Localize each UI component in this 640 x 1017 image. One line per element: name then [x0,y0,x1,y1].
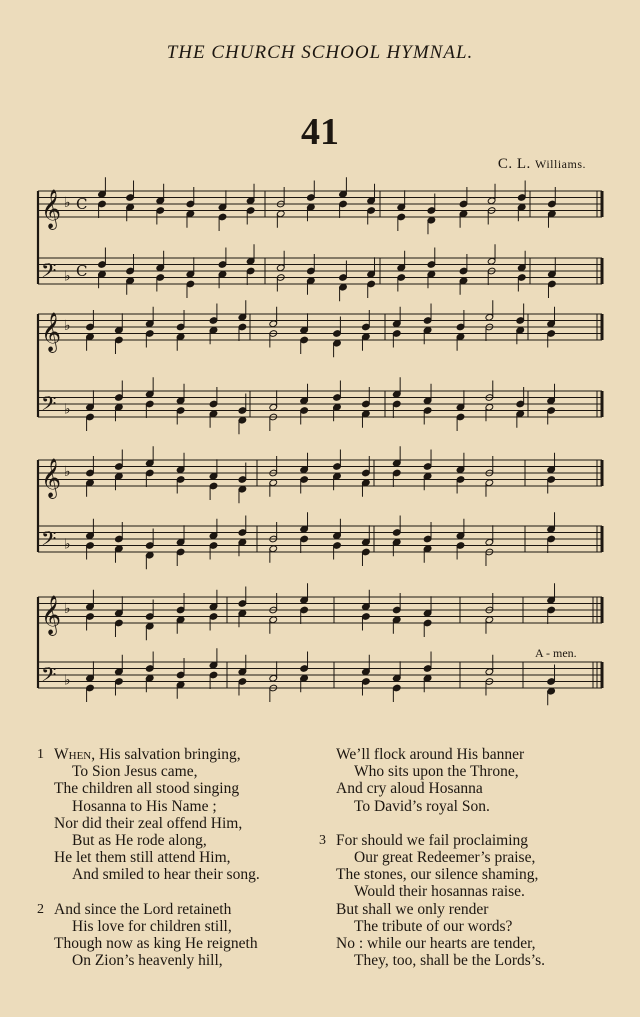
stanza-1 [37,746,327,884]
verse-line: The stones, our silence shaming, [336,866,539,884]
verse-line: The children all stood singing [54,780,240,798]
composer-initials: C. L. [497,156,535,172]
verse-first-word: When, [54,746,96,763]
verse-line: And cry aloud Hosanna [336,780,483,798]
verse-line: To David’s royal Son. [354,797,490,815]
verse-line: No : while our hearts are tender, [336,935,536,953]
verse-line: Who sits upon the Throne, [354,763,519,781]
flat-sign-icon: ♭ [64,464,71,480]
verse-line: To Sion Jesus came, [72,763,198,781]
running-title: THE CHURCH SCHOOL HYMNAL. [166,42,474,63]
bass-clef-icon: 𝄢 [41,663,57,691]
flat-sign-icon: ♭ [64,536,71,553]
flat-sign-icon: ♭ [64,601,71,617]
verse-number: 2 [37,901,44,917]
verse-line: And smiled to hear their song. [72,866,260,884]
composer-surname: Williams. [534,157,586,171]
verse-line: But as He rode along, [72,832,207,850]
stanza-2-continued [319,746,609,815]
flat-sign-icon: ♭ [64,318,71,334]
bass-clef-icon: 𝄢 [41,392,57,420]
verse-line: The tribute of our words? [354,917,513,935]
amen-lyric: A - men. [535,646,577,660]
verse-number: 3 [319,832,326,848]
treble-clef-icon: 𝄞 [41,312,62,352]
flat-sign-icon: ♭ [64,195,71,211]
verse-line: His love for children still, [72,917,232,935]
verse-line: Though now as king He reigneth [54,935,258,953]
common-time-icon: C [76,195,88,213]
verse-line: But shall we only render [336,900,489,918]
common-time-icon: C [76,262,88,280]
verses-left-column [37,746,327,986]
verse-line: They, too, shall be the Lords’s. [354,952,545,970]
flat-sign-icon: ♭ [64,401,71,418]
verse-line: Would their hosannas raise. [354,883,525,901]
verse-line-rest: His salvation bringing, [95,746,241,763]
verse-number: 1 [37,747,44,762]
verse-line: Our great Redeemer’s praise, [354,849,536,867]
verse-line: We’ll flock around His banner [336,746,525,763]
verse-line: Nor did their zeal offend Him, [54,814,243,832]
treble-clef-icon: 𝄞 [41,595,62,635]
verse-line: He let them still attend Him, [54,849,231,867]
verse-line [37,746,327,763]
verse-line: For should we fail proclaiming [336,831,528,849]
verses-right-column [319,746,609,986]
verse-line: On Zion’s heavenly hill, [72,952,223,970]
bass-clef-icon: 𝄢 [41,527,57,555]
verse-line: And since the Lord retaineth [54,900,232,918]
treble-clef-icon: 𝄞 [41,189,62,229]
flat-sign-icon: ♭ [64,672,71,689]
bass-clef-icon: 𝄢 [41,259,57,287]
verse-line: Hosanna to His Name ; [72,797,217,815]
flat-sign-icon: ♭ [64,268,71,285]
stanza-2 [37,901,327,970]
hymn-number: 41 [301,111,339,153]
treble-clef-icon: 𝄞 [41,458,62,498]
stanza-3 [319,832,609,970]
